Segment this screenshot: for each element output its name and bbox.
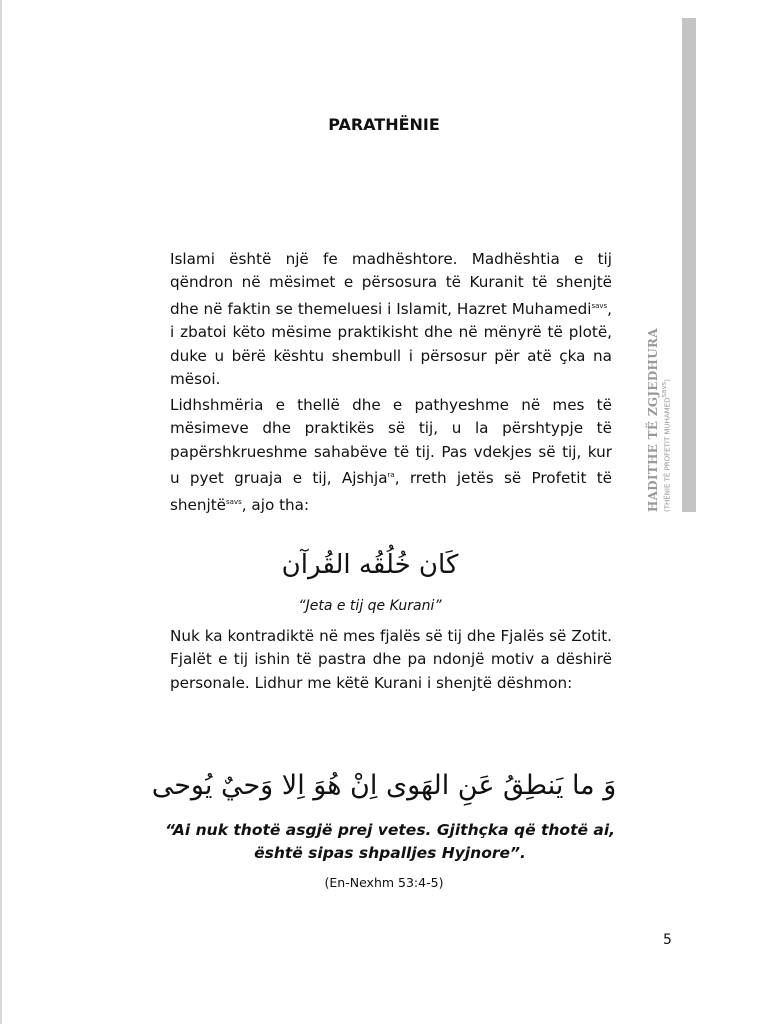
- running-header: [646, 328, 672, 512]
- subtitle-end: ): [663, 379, 672, 382]
- side-tab-bar: [682, 18, 696, 512]
- paragraph-2: [170, 394, 612, 517]
- p2-sup-1: ra: [387, 471, 395, 480]
- arabic-quote-1: كَان خُلُقُه القُرآن: [281, 550, 459, 580]
- p2-text-c: , ajo tha:: [241, 495, 310, 514]
- arabic-verse: وَ ما يَنطِقُ عَنِ الهَوى اِنْ هُوَ اِلا وَحيٌ يُوحى: [151, 770, 617, 801]
- book-subtitle: [660, 342, 671, 512]
- paragraph-1: [170, 248, 612, 392]
- page-edge: [0, 0, 2, 1024]
- book-title: HADITHE TË ZGJEDHURA: [646, 328, 660, 512]
- page-number: 5: [663, 932, 672, 948]
- verse-reference: (En-Nexhm 53:4-5): [324, 875, 444, 890]
- p2-text-a: Lidhshmëria e thellë dhe e pathyeshme në mes të mësimeve dhe praktikës së tij, u la përshtypje të papërshkrueshme sahabëve të tij. Pas vdekjes së tij, kur u pyet gruaja e tij, Ajshja: [170, 396, 612, 488]
- p2-sup-2: savs: [226, 497, 242, 506]
- translation-1: “Jeta e tij qe Kurani”: [298, 598, 442, 614]
- subtitle-sup: savs: [660, 381, 668, 398]
- p1-sup: savs: [591, 301, 608, 310]
- translation-2: “Ai nuk thotë asgjë prej vetes. Gjithçka që thotë ai, është sipas shpalljes Hyjnore”.: [164, 821, 616, 862]
- subtitle-text: (THËNIE TË PROFETIT MUHAMED: [663, 397, 672, 512]
- p1-text-b: , i zbatoi këto mësime praktikisht dhe në mënyrë të plotë, duke u bërë kështu shembull i përsosur për atë çka na mësoi.: [170, 299, 612, 389]
- paragraph-3: Nuk ka kontradiktë në mes fjalës së tij dhe Fjalës së Zotit. Fjalët e tij ishin të pastra dhe pa ndonjë motiv a dëshirë personale. Lidhur me këtë Kurani i shenjtë dëshmon:: [170, 627, 612, 692]
- p1-text-a: Islami është një fe madhështore. Madhështia e tij qëndron në mësimet e përsosura të Kuranit të shenjtë dhe në faktin se themeluesi i Islamit, Hazret Muhamedi: [170, 250, 612, 318]
- page-title: PARATHËNIE: [328, 115, 440, 134]
- p2-text-b: , rreth jetës së Profetit të shenjtë: [170, 469, 612, 514]
